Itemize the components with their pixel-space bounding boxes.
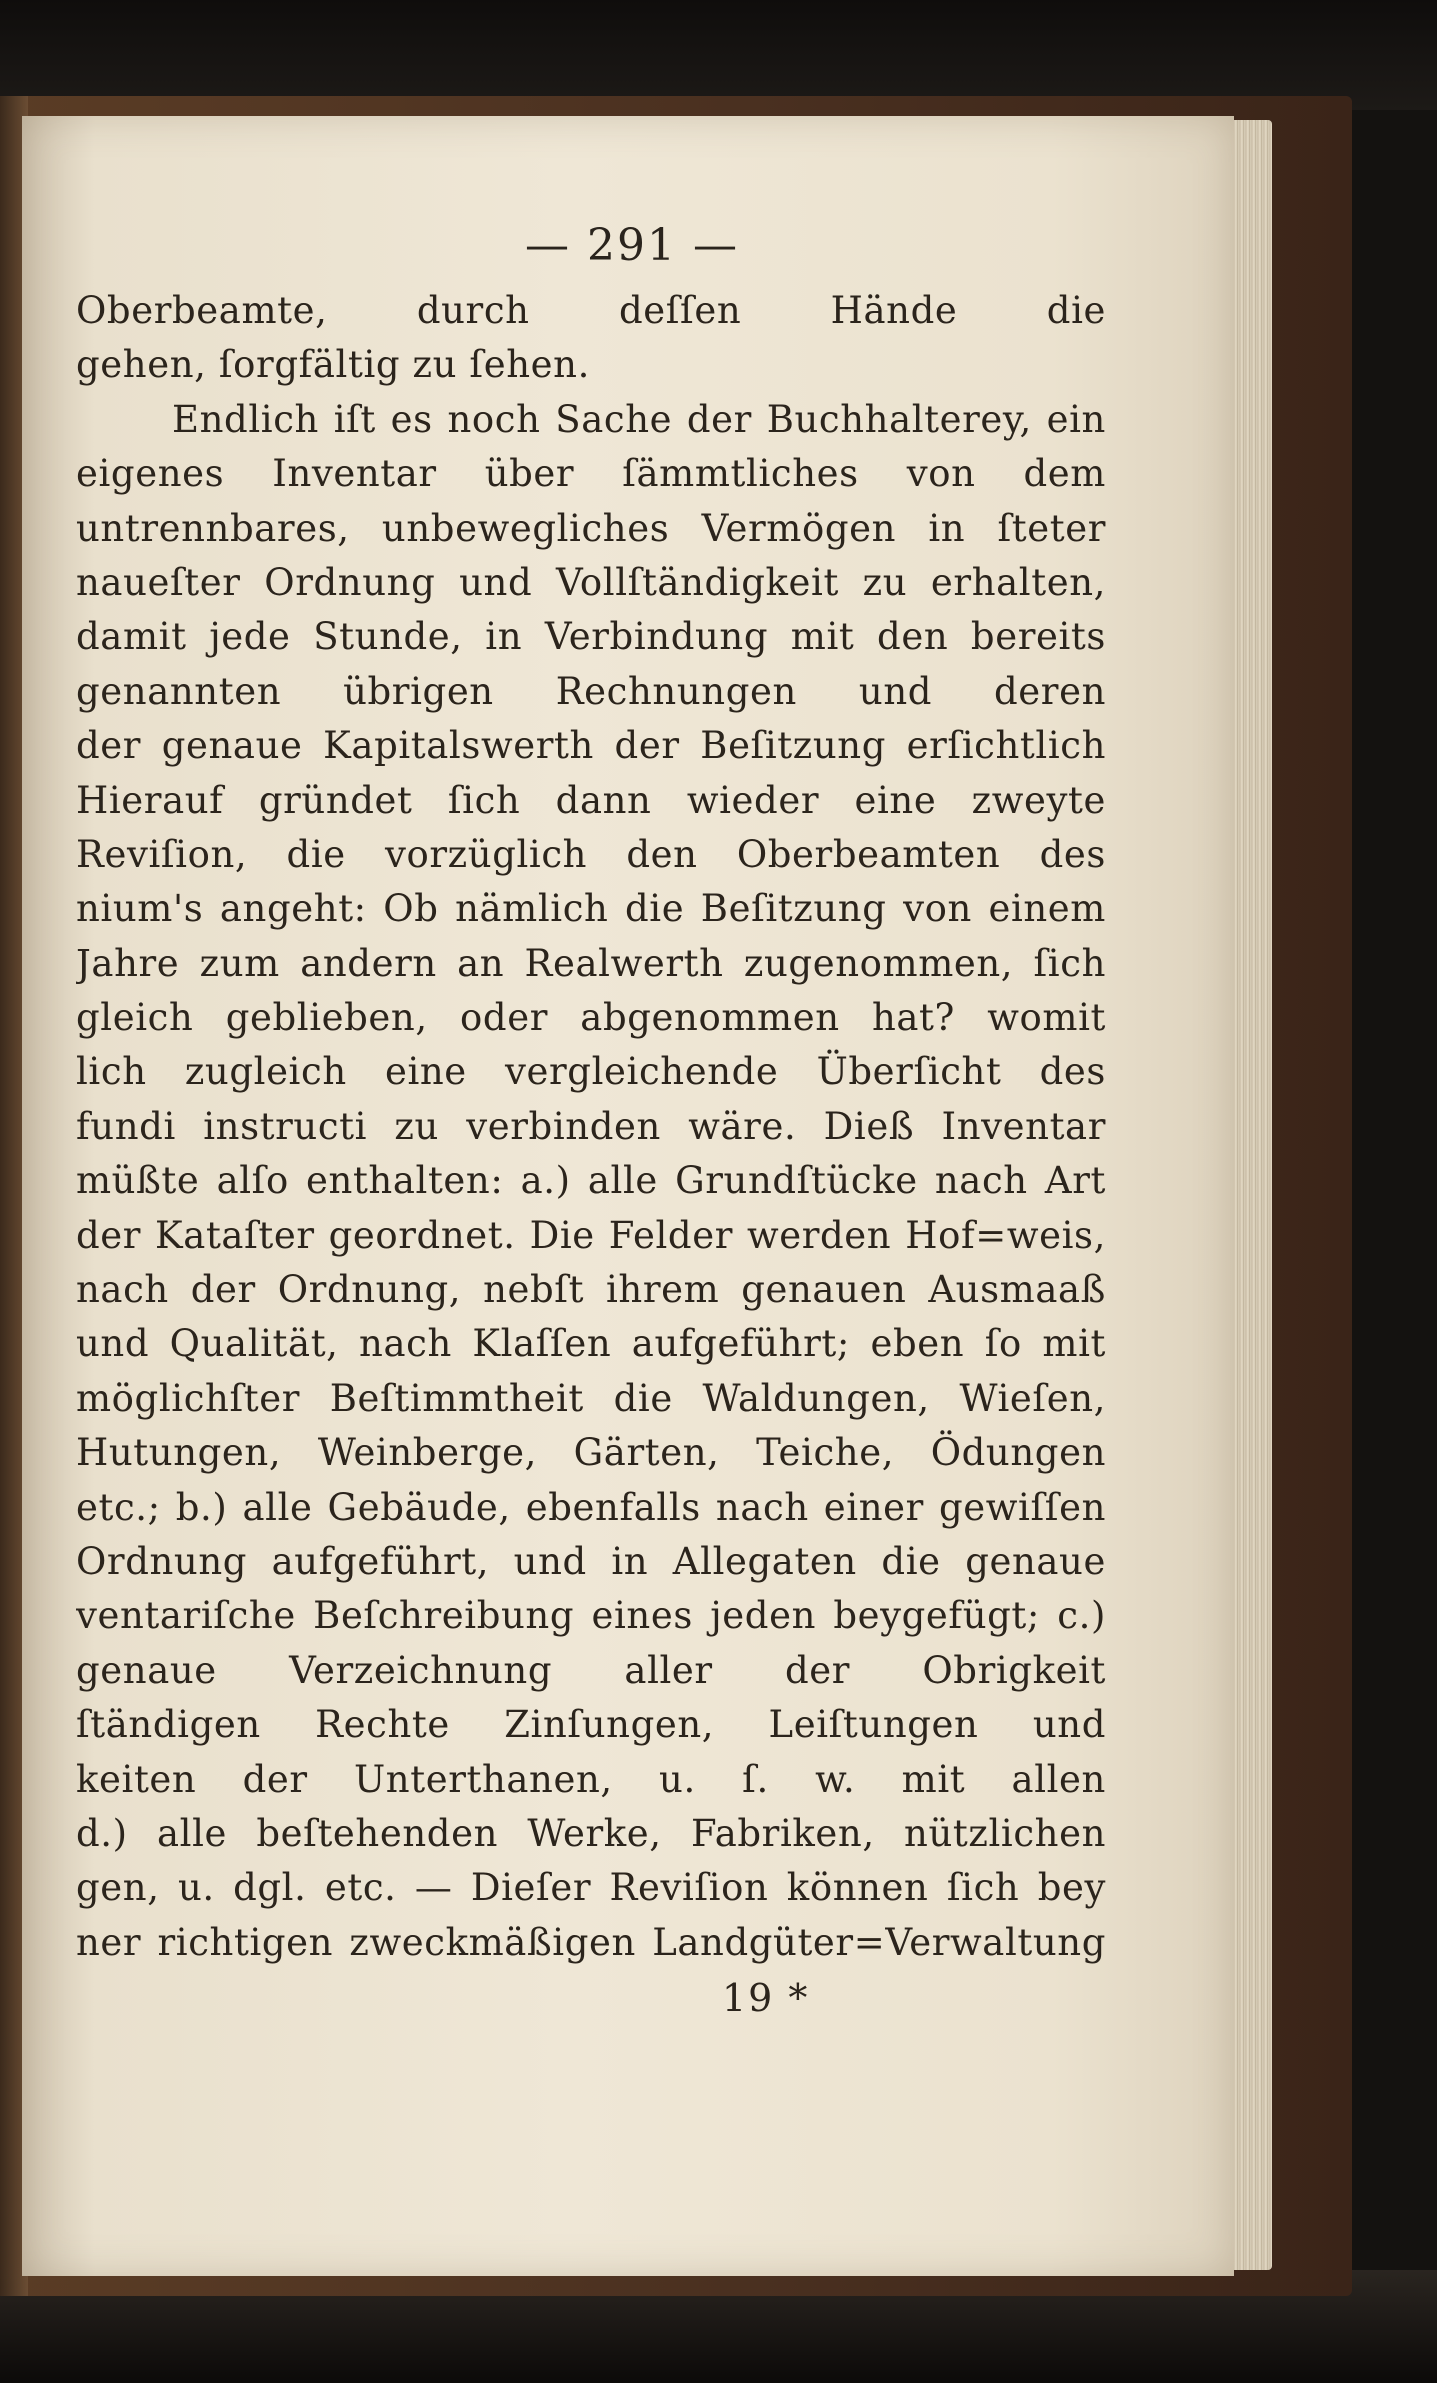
text-line: damit jede Stunde, in Verbindung mit den bereits — [76, 615, 1106, 659]
text-line: ventariſche Beſchreibung eines jeden beygefügt; c.) — [76, 1594, 1106, 1638]
text-line: Ordnung aufgeführt, und in Allegaten die genaue — [76, 1539, 1106, 1583]
text-line: Reviſion, die vorzüglich den Oberbeamten des — [76, 832, 1106, 876]
text-line: eigenes Inventar über ſämmtliches von dem — [76, 452, 1106, 496]
book-page — [22, 116, 1234, 2276]
text-line: nach der Ordnung, nebſt ihrem genauen Ausmaaß — [76, 1268, 1106, 1312]
text-line: ner richtigen zweckmäßigen Landgüter=Verwaltung — [76, 1920, 1106, 1964]
text-line: gehen, ſorgfältig zu ſehen. — [76, 343, 590, 387]
text-line: untrennbares, unbewegliches Vermögen in ſteter — [76, 506, 1106, 550]
text-line: Jahre zum andern an Realwerth zugenommen, ſich — [76, 941, 1106, 985]
text-line: Oberbeamte, durch deſſen Hände die — [76, 289, 1106, 332]
text-line: gleich geblieben, oder abgenommen hat? womit — [76, 996, 1106, 1040]
text-line: möglichſter Beſtimmtheit die Waldungen, Wieſen, — [76, 1376, 1106, 1420]
text-line: lich zugleich eine vergleichende Überſicht des — [76, 1050, 1106, 1094]
text-line: genannten übrigen Rechnungen und deren — [76, 669, 1106, 713]
text-line: Endlich iſt es noch Sache der Buchhalterey, ein — [172, 397, 1106, 441]
text-line: etc.; b.) alle Gebäude, ebenfalls nach einer gewiſſen — [76, 1485, 1106, 1529]
text-line: fundi instructi zu verbinden wäre. Dieß Inventar — [76, 1104, 1106, 1148]
text-line: naueſter Ordnung und Vollſtändigkeit zu erhalten, — [76, 560, 1106, 604]
text-line: der Kataſter geordnet. Die Felder werden Hof=weis, — [76, 1213, 1106, 1257]
text-line: keiten der Unterthanen, u. ſ. w. mit allen — [76, 1757, 1106, 1801]
page-body-text — [76, 284, 1106, 1970]
text-line: Hutungen, Weinberge, Gärten, Teiche, Ödungen — [76, 1431, 1106, 1475]
text-line: Hierauf gründet ſich dann wieder eine zweyte — [76, 778, 1106, 822]
text-line: ſtändigen Rechte Zinſungen, Leiſtungen und — [76, 1703, 1106, 1747]
text-line: müßte alſo enthalten: a.) alle Grundſtücke nach Art — [76, 1159, 1106, 1203]
scan-background-top — [0, 0, 1437, 110]
text-line: genaue Verzeichnung aller der Obrigkeit — [76, 1648, 1106, 1692]
text-line: nium's angeht: Ob nämlich die Beſitzung von einem — [76, 887, 1106, 931]
text-line: und Qualität, nach Klaſſen aufgeführt; eben ſo mit — [76, 1322, 1106, 1366]
text-line: gen, u. dgl. etc. — Dieſer Reviſion können ſich bey — [76, 1866, 1106, 1910]
text-line: d.) alle beſtehenden Werke, Fabriken, nützlichen — [76, 1811, 1106, 1855]
signature-mark: 19 * — [722, 1976, 810, 2020]
text-line: der genaue Kapitalswerth der Beſitzung erſichtlich — [76, 724, 1106, 768]
page-number: — 291 — — [525, 220, 739, 271]
